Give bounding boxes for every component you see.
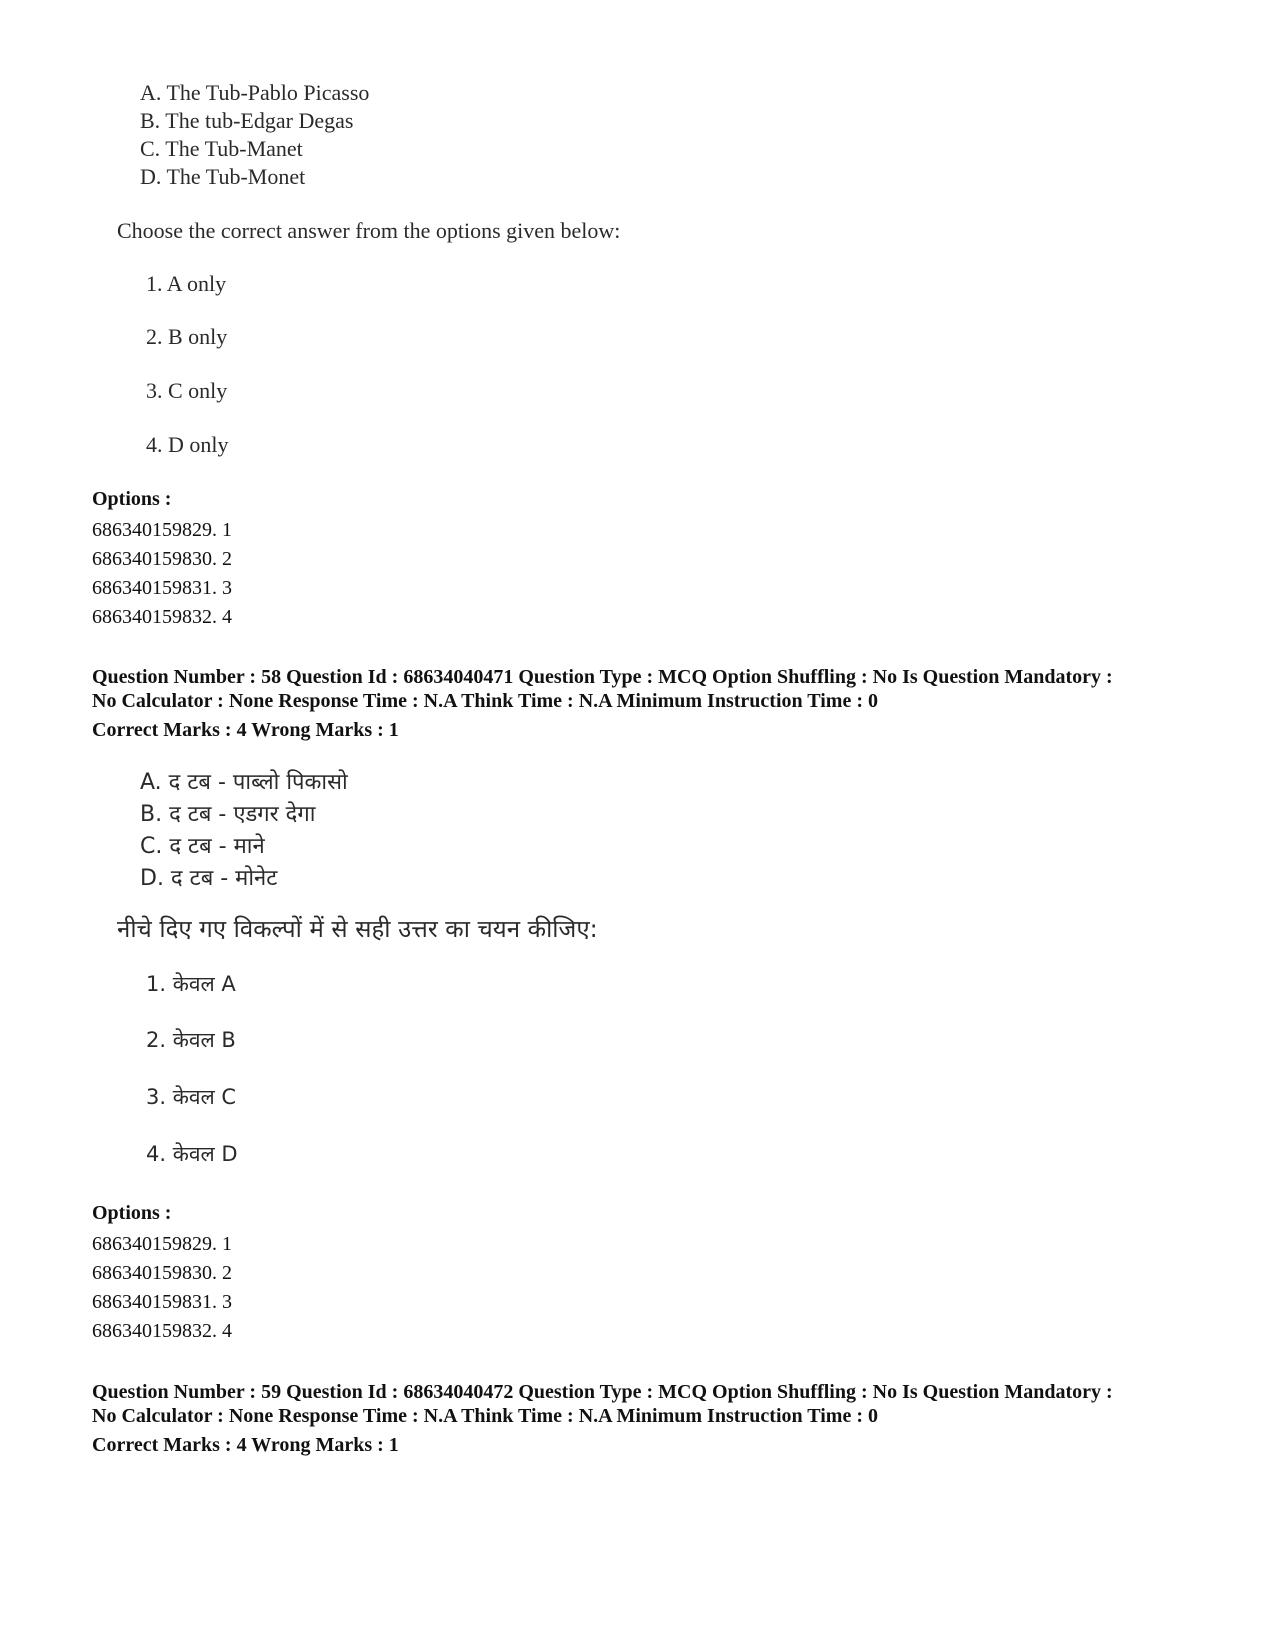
q58-statement-d: D. द टब - मोनेट: [140, 866, 278, 891]
q58-meta: [92, 665, 1113, 742]
q57-option-1: 686340159829. 1: [92, 519, 232, 541]
q57-instruction: Choose the correct answer from the options given below:: [117, 218, 621, 243]
q58-options-list: [92, 1230, 232, 1346]
q58-option-3: 686340159831. 3: [92, 1291, 232, 1313]
q58-statement-b: B. द टब - एडगर देगा: [140, 802, 316, 827]
q59-meta-line-2: No Calculator : None Response Time : N.A Think Time : N.A Minimum Instruction Time : 0: [92, 1405, 878, 1427]
q57-statement-a: A. The Tub-Pablo Picasso: [140, 80, 370, 105]
q57-option-3: 686340159831. 3: [92, 577, 232, 599]
q58-options-label: Options :: [92, 1202, 172, 1224]
q58-option-1: 686340159829. 1: [92, 1233, 232, 1255]
q57-choice-2: 2. B only: [146, 324, 228, 349]
q57-choice-1: 1. A only: [146, 271, 227, 296]
q58-option-4: 686340159832. 4: [92, 1320, 232, 1342]
q57-statement-d: D. The Tub-Monet: [140, 164, 306, 189]
q58-meta-line-2: No Calculator : None Response Time : N.A Think Time : N.A Minimum Instruction Time : 0: [92, 690, 878, 712]
q58-option-2: 686340159830. 2: [92, 1262, 232, 1284]
q58-statements: [140, 767, 348, 895]
q58-meta-line-1: Question Number : 58 Question Id : 68634040471 Question Type : MCQ Option Shuffling : No Is Question Mandatory :: [92, 666, 1113, 688]
q58-choice-3: 3. केवल C: [146, 1085, 237, 1109]
q57-options-list: [92, 516, 232, 632]
q58-choice-4: 4. केवल D: [146, 1142, 238, 1166]
q57-options-label: Options :: [92, 488, 172, 510]
q57-statement-b: B. The tub-Edgar Degas: [140, 108, 354, 133]
q57-statement-c: C. The Tub-Manet: [140, 136, 303, 161]
q58-meta-line-3: Correct Marks : 4 Wrong Marks : 1: [92, 719, 399, 741]
q59-meta-line-1: Question Number : 59 Question Id : 68634040472 Question Type : MCQ Option Shuffling : No Is Question Mandatory :: [92, 1381, 1113, 1403]
q57-option-2: 686340159830. 2: [92, 548, 232, 570]
q58-choice-1: 1. केवल A: [146, 972, 236, 996]
q57-choice-4: 4. D only: [146, 432, 229, 457]
q58-choice-2: 2. केवल B: [146, 1028, 236, 1052]
q59-meta-line-3: Correct Marks : 4 Wrong Marks : 1: [92, 1434, 399, 1456]
q57-statements: [140, 79, 369, 191]
q58-statement-a: A. द टब - पाब्लो पिकासो: [140, 770, 348, 795]
q57-choice-3: 3. C only: [146, 378, 228, 403]
q59-meta: [92, 1380, 1113, 1457]
q57-option-4: 686340159832. 4: [92, 606, 232, 628]
q58-instruction: नीचे दिए गए विकल्पों में से सही उत्तर का चयन कीजिए:: [117, 915, 598, 943]
q58-statement-c: C. द टब - माने: [140, 834, 265, 859]
